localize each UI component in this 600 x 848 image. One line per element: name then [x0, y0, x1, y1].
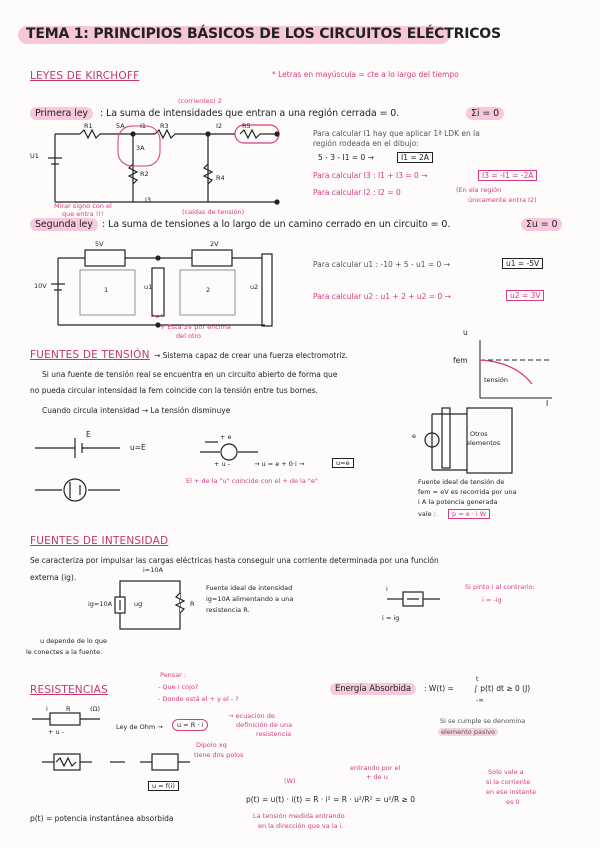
circuit2-label-10v: 10V [34, 282, 47, 290]
power-note-right-1: Solo vale a [488, 768, 524, 776]
calc1-eq: 5 - 3 - I1 = 0 → [318, 153, 374, 162]
power-note-top-1: entrando por el [350, 764, 401, 772]
power-note-right-3: en ese instante [486, 788, 537, 796]
ohm-note-1: → ecuación de [228, 712, 275, 720]
hint-bottom: (caídas de tensión) [182, 208, 245, 216]
intensidad-p1-line1: Se caracteriza por impulsar las cargas eléctricas hasta conseguir una corriente determinada por una función [30, 556, 439, 565]
ideal-desc-3: i A la potencia generada [418, 498, 498, 506]
calc3-note-1: (En ela región [456, 186, 502, 194]
calc4-eq: Para calcular u1 : -10 + 5 - u1 = 0 → [313, 260, 451, 269]
circuit1-label-i3: I3 [145, 196, 152, 204]
fi-eq: u = f(i) [148, 781, 179, 791]
res-sym-i: i [46, 705, 48, 713]
dipolo-drawing [40, 748, 220, 788]
first-law-top-note: (corrientes) 2 [178, 97, 222, 105]
sym1-label-e: E [86, 430, 91, 439]
ideal-desc-2: fem = eV es recorrida por una [418, 488, 517, 496]
circuit1-label-r4: R4 [216, 174, 225, 182]
first-law-label: Primera ley [30, 107, 93, 120]
intensidad-desc-2: ig=10A alimentando a una [206, 595, 294, 603]
power-note-right-2: si la corriente [486, 778, 531, 786]
ideal-desc-1: Fuente ideal de tensión de [418, 478, 505, 486]
ideal-result: p = e · i W [448, 509, 490, 519]
sym2-note: El + de la "u" coincide con el + de la "e" [186, 477, 318, 485]
ideal-label-e: e [412, 432, 416, 440]
calc1-line2: región rodeada en el dibujo: [313, 139, 419, 148]
calc1-line1: Para calcular I1 hay que aplicar 1ª LDK en la [313, 129, 480, 138]
intensidad-circuit [110, 575, 200, 635]
hint-left-1: Mirar signo con el [54, 202, 112, 210]
ohm-label: Ley de Ohm → [116, 723, 163, 731]
power-note-bot-1: La tensión medida entrando [253, 812, 345, 820]
intensidad-desc-1: Fuente ideal de intensidad [206, 584, 293, 592]
calc3-note-2: únicamente entra I2) [468, 196, 537, 204]
energy-lim-top: t [476, 675, 479, 683]
circuit1-label-u1: U1 [30, 152, 39, 160]
graph-label-fem: fem [453, 356, 468, 365]
circuit1-label-r3: R3 [160, 122, 169, 130]
res-sym-unit: (Ω) [90, 705, 101, 713]
circuit2-note-1: + Está 3V por encima [160, 323, 231, 331]
circuit2-label-u2: u2 [250, 283, 259, 291]
energy-note-1: Si se cumple se denomina [440, 717, 526, 725]
intensidad-p1-line2: externa (ig). [30, 573, 77, 582]
circuit2-note-2: del otro [176, 332, 202, 340]
power-label: p(t) = potencia instantánea absorbida [30, 814, 174, 823]
box-label-1: Otros [470, 430, 488, 438]
calc2-eq: Para calcular I3 : I1 + I3 = 0 → [313, 171, 428, 180]
intensidad-right-symbol [385, 585, 455, 615]
power-note-right-4: es 0 [506, 798, 520, 806]
first-law-text: : La suma de intensidades que entran a una región cerrada = 0. [100, 108, 400, 119]
section-heading-kirchoff: LEYES DE KIRCHOFF [30, 70, 140, 82]
intensidad-right-ig: i = ig [382, 614, 400, 622]
energy-eq: : W(t) = [424, 684, 454, 693]
intensidad-circuit-r: R [190, 600, 195, 608]
intensidad-right-i: i [386, 585, 388, 593]
second-law-formula: Σu = 0 [521, 218, 562, 231]
ohm-eq: u = R · i [172, 719, 208, 731]
circuit1-label-r2: R2 [140, 170, 149, 178]
u-depends-1: u depende de lo que [40, 637, 108, 645]
page-title: TEMA 1: PRINCIPIOS BÁSICOS DE LOS CIRCUITOS ELÉCTRICOS [26, 26, 501, 42]
pensar-2: - Que i cojo? [158, 683, 199, 691]
calc3-eq: Para calcular I2 : I2 = 0 [313, 188, 401, 197]
circuit2-label-u1: u1 [144, 283, 153, 291]
circuit2-loop-1: 1 [104, 286, 109, 294]
res-sym-u: + u - [48, 728, 65, 736]
intensidad-circuit-ig: ig=10A [88, 600, 113, 608]
calc4-result: u1 = -5V [502, 258, 543, 269]
intensidad-right-note-2: i = -ig [482, 596, 502, 604]
res-sym-r: R [66, 705, 71, 713]
calc5-result: u2 = 3V [506, 290, 544, 301]
circuit1-label-5a: 5A [116, 122, 125, 130]
power-note-bot-2: en la dirección que va la i. [258, 822, 344, 830]
ideal-desc-4: vale : [418, 510, 436, 518]
u-depends-2: le conectes a la fuente. [26, 648, 103, 656]
section-heading-resistencias: RESISTENCIAS [30, 684, 108, 696]
graph-label-u: u [463, 328, 468, 337]
pensar-1: Pensar : [160, 671, 187, 679]
calc1-result: I1 = 2A [397, 152, 433, 163]
circuit1-label-i2: I2 [216, 122, 223, 130]
first-law-formula: Σi = 0 [466, 107, 504, 120]
sym2-u: + u - [214, 460, 231, 468]
energy-int: ∫ p(t) dt ≥ 0 (J) [474, 684, 531, 693]
power-w: (W) [284, 777, 296, 785]
uppercase-note: * Letras en mayúscula = cte a lo largo del tiempo [272, 70, 459, 79]
sym2-eq: → u = e + 0·i → [254, 460, 305, 468]
kirchoff-circuit-1 [40, 122, 300, 212]
circuit2-label-5v: 5V [95, 240, 104, 248]
power-note-top-2: + de u [366, 773, 388, 781]
sym2-result: u=e [332, 458, 354, 468]
tension-graph [470, 338, 560, 408]
circuit1-label-i1: I1 [140, 122, 147, 130]
intensidad-right-note-1: Si pinto i al contrario: [465, 583, 535, 591]
hint-left-2: que entra !!! [62, 210, 104, 218]
tension-p1-line1: Si una fuente de tensión real se encuentra en un circuito abierto de forma que [42, 370, 338, 379]
second-law-text: : La suma de tensiones a lo largo de un camino cerrado en un circuito = 0. [102, 219, 451, 230]
graph-label-i: I [546, 399, 549, 408]
intensidad-circuit-ug: ug [134, 600, 143, 608]
section-heading-tension: FUENTES DE TENSIÓN [30, 349, 150, 361]
intensidad-desc-3: resistencia R. [206, 606, 250, 614]
energy-lim-bot: -∞ [476, 696, 484, 704]
dipolo-2: tiene dos polos [194, 751, 244, 759]
tension-def: → Sistema capaz de crear una fuerza electromotriz. [154, 351, 348, 360]
circuit2-label-2v: 2V [210, 240, 219, 248]
second-law-label: Segunda ley [30, 218, 98, 231]
ohm-note-2: definición de una [236, 721, 293, 729]
intensidad-circuit-i: i=10A [143, 566, 163, 574]
sym2-e: + e [220, 433, 232, 441]
circuit1-label-r5: R5 [242, 122, 251, 130]
energy-label: Energía Absorbida [330, 683, 416, 695]
graph-label-tension: tensión [484, 376, 508, 384]
box-label-2: elementos [466, 439, 501, 447]
tension-p1-line2: no pueda circular intensidad la fem coincide con la tensión entre tus bornes. [30, 386, 319, 395]
power-eq: p(t) = u(t) · i(t) = R · i² = R · u²/R² = u²/R ≥ 0 [246, 795, 415, 804]
calc2-result: I3 = -I1 = -2A [478, 170, 537, 181]
dipolo-1: Dipolo xq [196, 741, 227, 749]
tension-p2: Cuando circula intensidad → La tensión disminuye [42, 406, 231, 415]
circuit1-label-r1: R1 [84, 122, 93, 130]
ohm-note-3: resistencia [256, 730, 292, 738]
section-heading-intensidad: FUENTES DE INTENSIDAD [30, 535, 169, 547]
pensar-3: - Donde está el + y el - ? [158, 695, 239, 703]
sym1-eq: u=E [130, 443, 146, 452]
energy-note-2: elemento pasivo [438, 728, 498, 736]
circuit2-loop-2: 2 [206, 286, 211, 294]
circuit1-label-3a: 3A [136, 144, 145, 152]
calc5-eq: Para calcular u2 : u1 + 2 + u2 = 0 → [313, 292, 451, 301]
tension-symbols [30, 430, 210, 505]
